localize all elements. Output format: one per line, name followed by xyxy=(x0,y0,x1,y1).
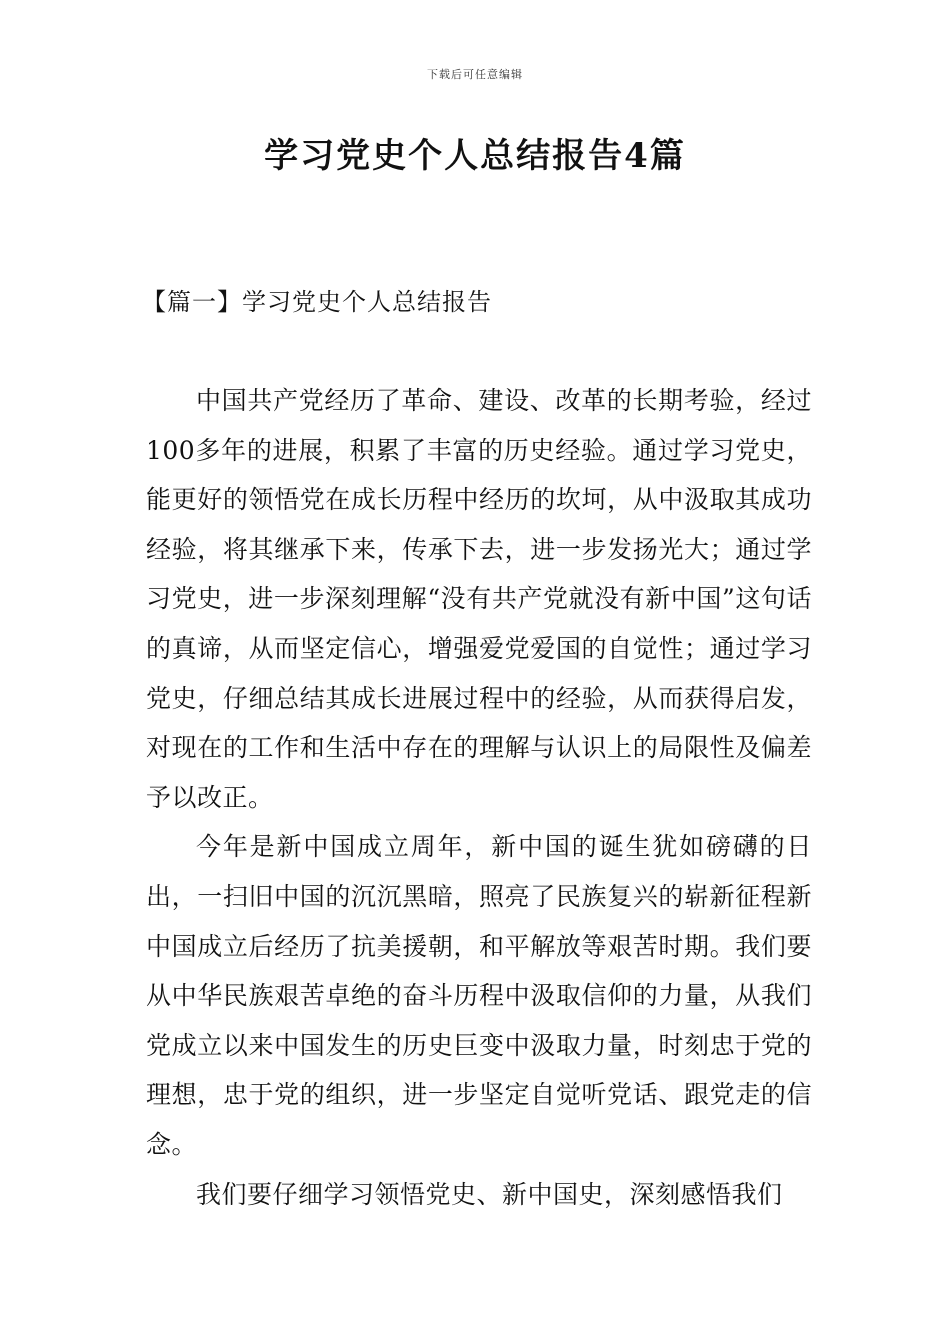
header-note: 下载后可任意编辑 xyxy=(427,68,523,81)
paragraph-1: 中国共产党经历了革命、建设、改革的长期考验，经过100多年的进展，积累了丰富的历史经验。通过学习党史，能更好的领悟党在成长历程中经历的坎坷，从中汲取其成功经验，将其继承下来，传承下去，进一步发扬光大；通过学习党史，进一步深刻理解“没有共产党就没有新中国”这句话的真谛，从而坚定信心，增强爱党爱国的自觉性；通过学习党史，仔细总结其成长进展过程中的经验，从而获得启发，对现在的工作和生活中存在的理解与认识上的局限性及偏差予以改正。 xyxy=(146,386,812,812)
paragraph-2: 今年是新中国成立周年，新中国的诞生犹如磅礴的日出，一扫旧中国的沉沉黑暗，照亮了民族复兴的崭新征程新中国成立后经历了抗美援朝，和平解放等艰苦时期。我们要从中华民族艰苦卓绝的奋斗历程中汲取信仰的力量，从我们党成立以来中国发生的历史巨变中汲取力量，时刻忠于党的理想，忠于党的组织，进一步坚定自觉听党话、跟党走的信念。 xyxy=(146,832,812,1159)
document-title: 学习党史个人总结报告4篇 xyxy=(264,136,686,176)
paragraph-3: 我们要仔细学习领悟党史、新中国史，深刻感悟我们 xyxy=(196,1179,783,1209)
body-text xyxy=(146,376,812,1219)
section-heading: 【篇一】学习党史个人总结报告 xyxy=(142,288,492,316)
